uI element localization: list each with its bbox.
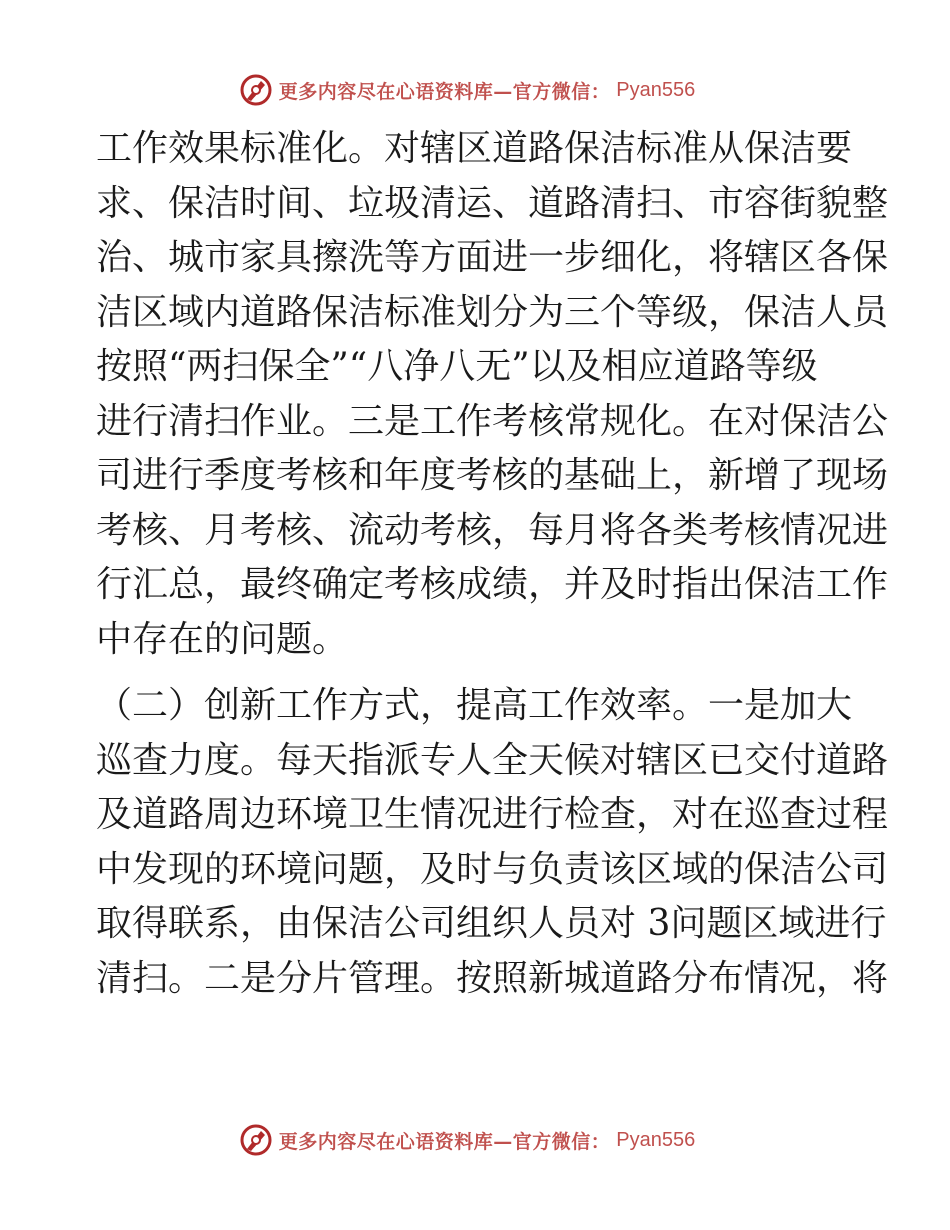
document-body — [96, 122, 889, 1006]
text-line: 巡查力度。每天指派专人全天候对辖区已交付道路 — [96, 739, 889, 781]
text-line: 治、城市家具擦洗等方面进一步细化，将辖区各保 — [96, 237, 889, 278]
text-line: 工作效果标准化。对辖区道路保洁标准从保洁要 — [96, 128, 853, 169]
text-line: 中发现的环境问题，及时与负责该区域的保洁公司 — [96, 848, 889, 890]
text-line: 考核、月考核、流动考核，每月将各类考核情况进 — [96, 509, 889, 551]
text-line: 中存在的问题。 — [96, 618, 349, 660]
text-line: 清扫。二是分片管理。按照新城道路分布情况，将 — [96, 957, 889, 999]
footer-banner-id: Pyan556 — [616, 1128, 696, 1151]
footer-banner — [0, 1122, 950, 1158]
paragraph-2 — [96, 679, 889, 1006]
text-line: （二）创新工作方式，提高工作效率。一是加大 — [96, 685, 853, 726]
text-line: 求、保洁时间、垃圾清运、道路清扫、市容街貌整 — [96, 182, 889, 224]
text-line: 进行清扫作业。三是工作考核常规化。在对保洁公 — [96, 400, 889, 442]
footer-banner-text: 更多内容尽在心语资料库—官方微信： — [278, 1130, 611, 1153]
header-banner-text: 更多内容尽在心语资料库—官方微信： — [278, 80, 611, 103]
paragraph-gap — [96, 667, 856, 679]
header-banner — [0, 72, 950, 108]
text-line: 及道路周边环境卫生情况进行检查，对在巡查过程 — [96, 794, 889, 835]
logo-icon — [239, 1123, 273, 1157]
text-line: 洁区域内道路保洁标准划分为三个等级，保洁人员 — [96, 291, 889, 333]
logo-icon — [239, 73, 273, 107]
text-line: 取得联系，由保洁公司组织人员对 3问题区域进行 — [96, 903, 887, 944]
paragraph-1 — [96, 122, 889, 667]
text-line: 按照“两扫保全”“八净八无”以及相应道路等级 — [96, 346, 818, 387]
header-banner-id: Pyan556 — [616, 78, 696, 101]
text-line: 行汇总，最终确定考核成绩，并及时指出保洁工作 — [96, 564, 889, 605]
text-line: 司进行季度考核和年度考核的基础上，新增了现场 — [96, 455, 889, 496]
